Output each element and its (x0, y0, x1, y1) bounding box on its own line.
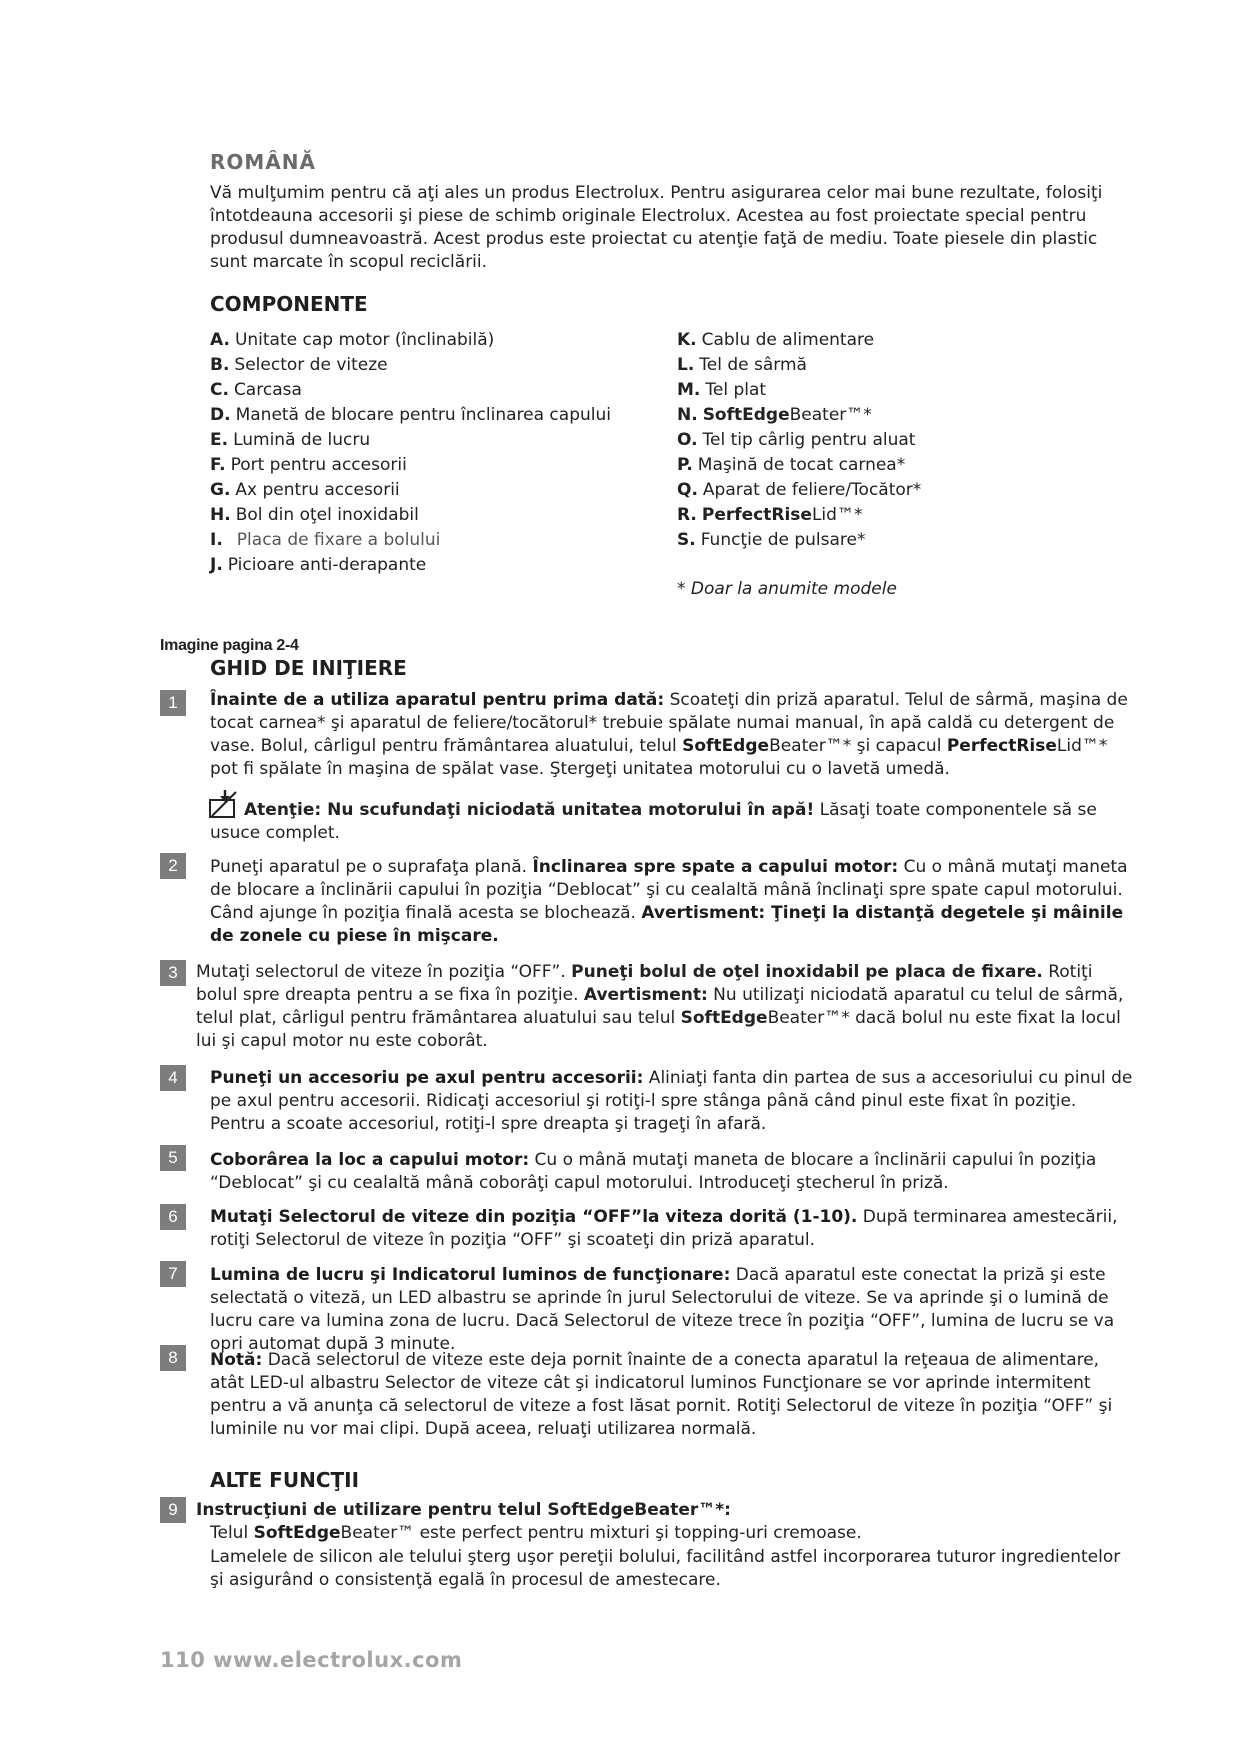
step-number-8: 8 (160, 1345, 186, 1371)
image-page-reference: Imagine pagina 2-4 (160, 637, 299, 654)
list-item: Q. Aparat de feliere/Tocător* (677, 480, 922, 500)
language-title: ROMÂNĂ (210, 150, 316, 174)
list-item: K. Cablu de alimentare (677, 330, 875, 350)
intro-paragraph: Vă mulţumim pentru că aţi ales un produs Electrolux. Pentru asigurarea celor mai bune rezultate, folosiţi întotdeauna accesorii şi piese de schimb originale Electrolux. Acestea au fost proiectate special pentru produsul dumneavoastră. Acest produs este proiectat cu atenţie faţă de mediu. Toate piesele din plastic sunt marcate în scopul reciclării. (210, 183, 1103, 272)
step-number-5: 5 (160, 1145, 186, 1171)
step-1-text: Înainte de a utiliza aparatul pentru prima dată: Scoateţi din priză aparatul. Telul de sârmă, maşina de tocat carnea* şi aparatul de feliere/tocătorul* trebuie spălate numai manual, în apă caldă cu detergent de vase. Bolul, cârligul pentru frământarea aluatului, telul SoftEdgeBeater™* şi capacul PerfectRiseLid™* pot fi spălate în maşina de spălat vase. Ştergeţi unitatea motorului cu o lavetă umedă. (210, 690, 1128, 779)
list-item: L. Tel de sârmă (677, 355, 807, 375)
list-item: R. PerfectRiseLid™* (677, 505, 863, 525)
warning-text: Atenţie: Nu scufundaţi niciodată unitatea motorului în apă! Lăsaţi toate componentele să se usuce complet. (210, 800, 1097, 843)
list-item: E. Lumină de lucru (210, 430, 371, 450)
list-item: S. Funcţie de pulsare* (677, 530, 866, 550)
list-item: P. Maşină de tocat carnea* (677, 455, 906, 475)
step-9-title: Instrucţiuni de utilizare pentru telul SoftEdgeBeater™*: (196, 1500, 731, 1520)
list-item: N. SoftEdgeBeater™* (677, 405, 872, 425)
step-number-3: 3 (160, 960, 186, 986)
components-list-left (210, 328, 611, 578)
list-item: M. Tel plat (677, 380, 767, 400)
components-heading: COMPONENTE (210, 292, 368, 316)
list-item: G. Ax pentru accesorii (210, 480, 400, 500)
step-3-text: Mutaţi selectorul de viteze în poziţia “OFF”. Puneţi bolul de oţel inoxidabil pe placa de fixare. Rotiţi bolul spre dreapta pentru a se fixa în poziţie. Avertisment: Nu utilizaţi niciodată aparatul cu telul de sârmă, telul plat, cârligul pentru frământarea aluatului sau telul SoftEdgeBeater™* dacă bolul nu este fixat la locul lui şi capul motor nu este coborât. (196, 962, 1124, 1051)
step-number-9: 9 (160, 1497, 186, 1523)
step-9-line-2: Lamelele de silicon ale telului şterg uşor pereţii bolului, facilitând astfel incorporarea tuturor ingredientelor şi asigurând o consistenţă egală în procesul de amestecare. (210, 1547, 1121, 1590)
guide-heading: GHID DE INIŢIERE (210, 656, 407, 680)
other-functions-heading: ALTE FUNCŢII (210, 1468, 360, 1492)
list-item: O. Tel tip cârlig pentru aluat (677, 430, 916, 450)
step-number-2: 2 (160, 853, 186, 879)
step-5-text: Coborârea la loc a capului motor: Cu o mână mutaţi maneta de blocare a înclinării capului în poziţia “Deblocat” şi cu cealaltă mână coborâţi capul motorului. Introduceţi ştecherul în priză. (210, 1150, 1097, 1193)
list-item: B. Selector de viteze (210, 355, 388, 375)
step-7-text: Lumina de lucru şi Indicatorul luminos de funcţionare: Dacă aparatul este conectat la priză şi este selectată o viteză, un LED albastru se aprinde în jurul Selectorului de viteze. Se va aprinde şi o lumină de lucru care va lumina zona de lucru. Dacă Selectorul de viteze trece în poziţia “OFF”, lumina de lucru se va opri automat după 3 minute. (210, 1265, 1115, 1354)
step-number-7: 7 (160, 1261, 186, 1287)
step-number-1: 1 (160, 690, 186, 716)
list-item: F. Port pentru accesorii (210, 455, 407, 475)
step-8-text: Notă: Dacă selectorul de viteze este deja pornit înainte de a conecta aparatul la reţeaua de alimentare, atât LED-ul albastru Selector de viteze cât şi indicatorul luminos Funcţionare se vor aprinde intermitent pentru a vă anunţa că selectorul de viteze a fost lăsat pornit. Rotiţi Selectorul de viteze în poziţia “OFF” şi luminile nu vor mai clipi. După aceea, reluaţi utilizarea normală. (210, 1350, 1113, 1439)
models-note: * Doar la anumite modele (677, 579, 897, 599)
list-item: I. Placa de fixare a bolului (210, 530, 441, 550)
step-4-text: Puneţi un accesoriu pe axul pentru accesorii: Aliniaţi fanta din partea de sus a accesoriului cu pinul de pe axul pentru accesorii. Ridicaţi accesoriul şi rotiţi-l spre stânga până când pinul este fixat în poziţie. Pentru a scoate accesoriul, rotiţi-l spre dreapta şi trageţi în afară. (210, 1068, 1133, 1134)
list-item: D. Manetă de blocare pentru înclinarea capului (210, 405, 611, 425)
step-number-6: 6 (160, 1204, 186, 1230)
page-footer: 110 www.electrolux.com (160, 1648, 463, 1672)
step-9-line-1: Telul SoftEdgeBeater™ este perfect pentru mixturi şi topping-uri cremoase. (210, 1523, 862, 1543)
list-item: J. Picioare anti-derapante (210, 555, 427, 575)
list-item: A. Unitate cap motor (înclinabilă) (210, 330, 495, 350)
components-list-right (677, 328, 921, 553)
step-2-text: Puneţi aparatul pe o suprafaţa plană. Înclinarea spre spate a capului motor: Cu o mână mutaţi maneta de blocare a înclinării capului în poziţia “Deblocat” şi cu cealaltă mână înclinaţi spre spate capul motorului. Când ajunge în poziţia finală acesta se blochează. Avertisment: Ţineţi la distanţă degetele şi mâinile de zonele cu piese în mişcare. (210, 857, 1128, 946)
list-item: C. Carcasa (210, 380, 302, 400)
step-number-4: 4 (160, 1065, 186, 1091)
step-6-text: Mutaţi Selectorul de viteze din poziţia “OFF”la viteza dorită (1-10). După terminarea amestecării, rotiţi Selectorul de viteze în poziţia “OFF” şi scoateţi din priză aparatul. (210, 1207, 1118, 1250)
list-item: H. Bol din oţel inoxidabil (210, 505, 419, 525)
